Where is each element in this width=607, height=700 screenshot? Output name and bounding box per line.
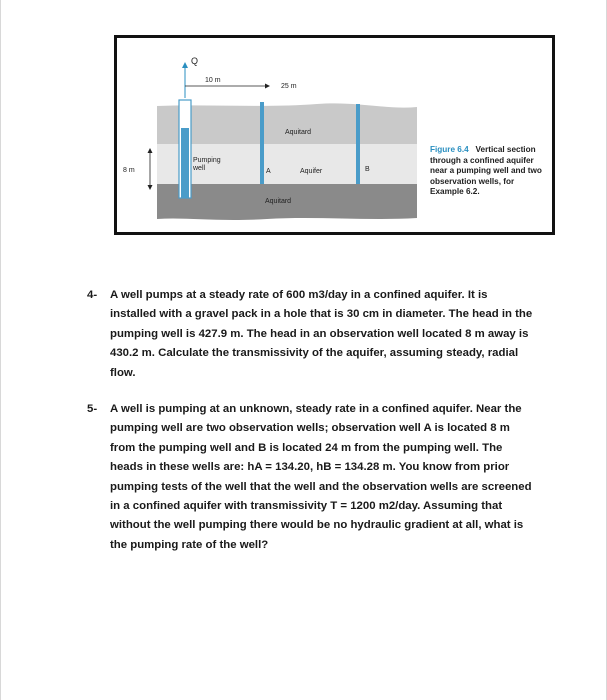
problem-number: 5- [87,403,98,415]
discharge-label: Q [191,56,199,66]
problem-text: A well pumps at a steady rate of 600 m3/day in a confined aquifer. It is installed with a gravel pack in a hole that is 30 cm in diameter. The head in the pumping well is 427.9 m. The head in an observation well located 8 m away is 430.2 m. Calculate the transmissivity of the aquifer, assuming steady, radial flow. [110,289,533,379]
problem-4 [87,286,535,383]
distance-label-a: 10 m [205,77,221,84]
observation-well-b [356,104,360,184]
problem-number: 4- [87,289,98,301]
pumping-well-label-line1: Pumping [193,157,221,164]
aquifer-band [157,144,417,184]
figure-caption-text: Vertical section through a confined aquifer near a pumping well and two observation wells, for Example 6.2. [430,145,542,197]
aquitard-bottom-label: Aquitard [265,198,292,205]
thickness-arrowhead-top [148,148,153,153]
well-b-label: B [365,166,370,173]
aquifer-cross-section [117,38,552,232]
figure [114,35,555,235]
discharge-arrowhead [182,62,188,68]
distance-label-b: 25 m [281,83,297,90]
figure-caption [430,145,548,198]
upper-aquitard [157,103,417,144]
thickness-arrowhead-bottom [148,185,153,190]
aquifer-label: Aquifer [300,168,323,175]
figure-label: Figure 6.4 [430,145,469,154]
aquitard-top-label: Aquitard [285,129,312,136]
thickness-label: 8 m [123,167,135,174]
distance-arrowhead [265,84,270,89]
observation-well-a [260,102,264,184]
pumping-well-label-line2: well [193,165,206,172]
well-a-label: A [266,168,271,175]
problem-text: A well is pumping at an unknown, steady rate in a confined aquifer. Near the pumping well are two observation wells; observation well A is located 8 m from the pumping well and B is located 24 m from the pumping well. The heads in these wells are: hA = 134.20, hB = 134.28 m. You know from prior pumping tests of the well that the well and the observation wells are screened in a confined aquifer with transmissivity T = 1200 m2/day. Assuming that without the well pumping there would be no hydraulic gradient at all, what is the pumping rate of the well? [110,403,532,551]
problem-5 [87,400,535,555]
pumping-well-screen [181,128,189,198]
